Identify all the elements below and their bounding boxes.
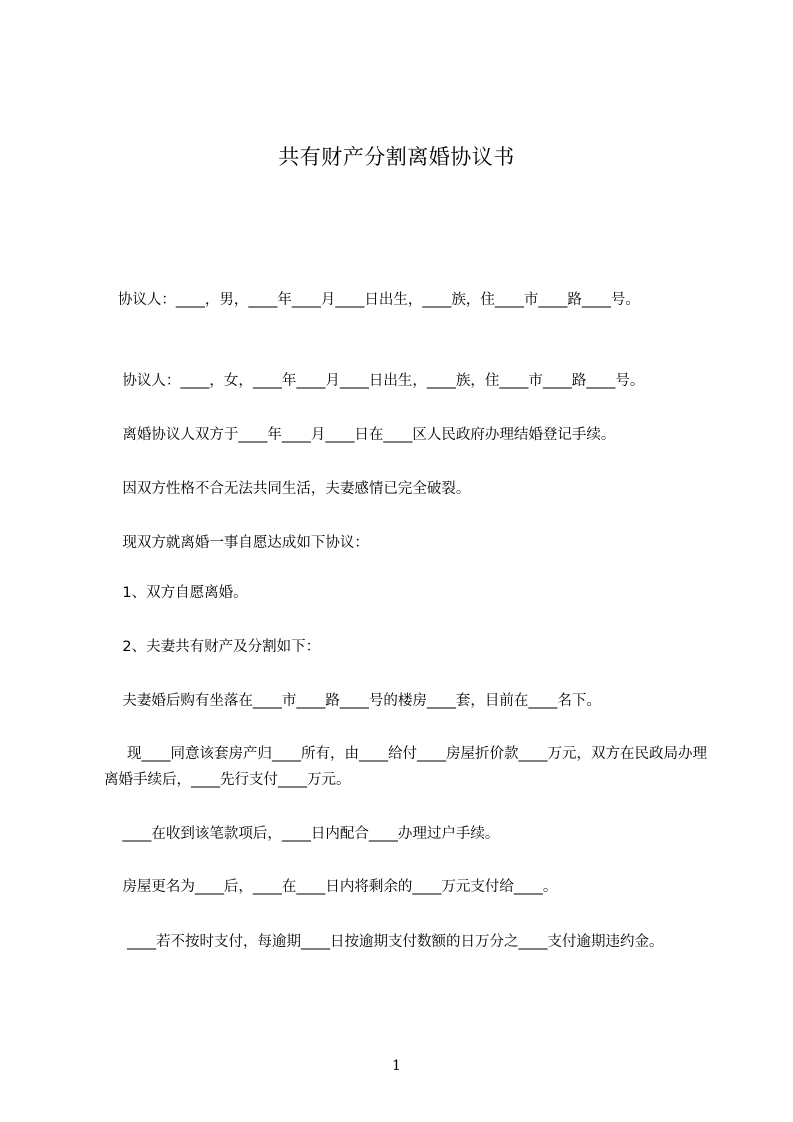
paragraph-remaining-payment: 房屋更名为____后，____在____日内将剩余的____万元支付给____。 [104, 879, 558, 895]
paragraph-late-penalty: ____若不按时支付，每逾期____日按逾期支付数额的日万分之____支付逾期违约金。 [104, 934, 664, 950]
paragraph-agreement-intro: 现双方就离婚一事自愿达成如下协议： [104, 535, 369, 551]
paragraph-property-location: 夫妻婚后购有坐落在____市____路____号的楼房____套，目前在____名下。 [104, 693, 601, 709]
page-number: 1 [392, 1058, 401, 1074]
paragraph-transfer-procedure: ____在收到该笔款项后，____日内配合____办理过户手续。 [104, 826, 500, 842]
paragraph-clause-1: 1、双方自愿离婚。 [104, 585, 248, 601]
paragraph-party-two: 协议人：____，女，____年____月____日出生，____族，住____市____路____号。 [104, 373, 645, 389]
paragraph-reason: 因双方性格不合无法共同生活，夫妻感情已完全破裂。 [104, 481, 471, 497]
paragraph-party-one: 协议人：____，男，____年____月____日出生，____族，住____市____路____号。 [104, 292, 640, 308]
paragraph-marriage-registration: 离婚协议人双方于____年____月____日在____区人民政府办理结婚登记手续。 [104, 427, 616, 443]
page-title: 共有财产分割离婚协议书 [278, 145, 515, 169]
paragraph-property-allocation: 现____同意该套房产归____所有，由____给付____房屋折价款____万元，双方在民政局办理离婚手续后，____先行支付____万元。 [104, 746, 708, 788]
paragraph-clause-2: 2、夫妻共有财产及分割如下： [104, 639, 321, 655]
